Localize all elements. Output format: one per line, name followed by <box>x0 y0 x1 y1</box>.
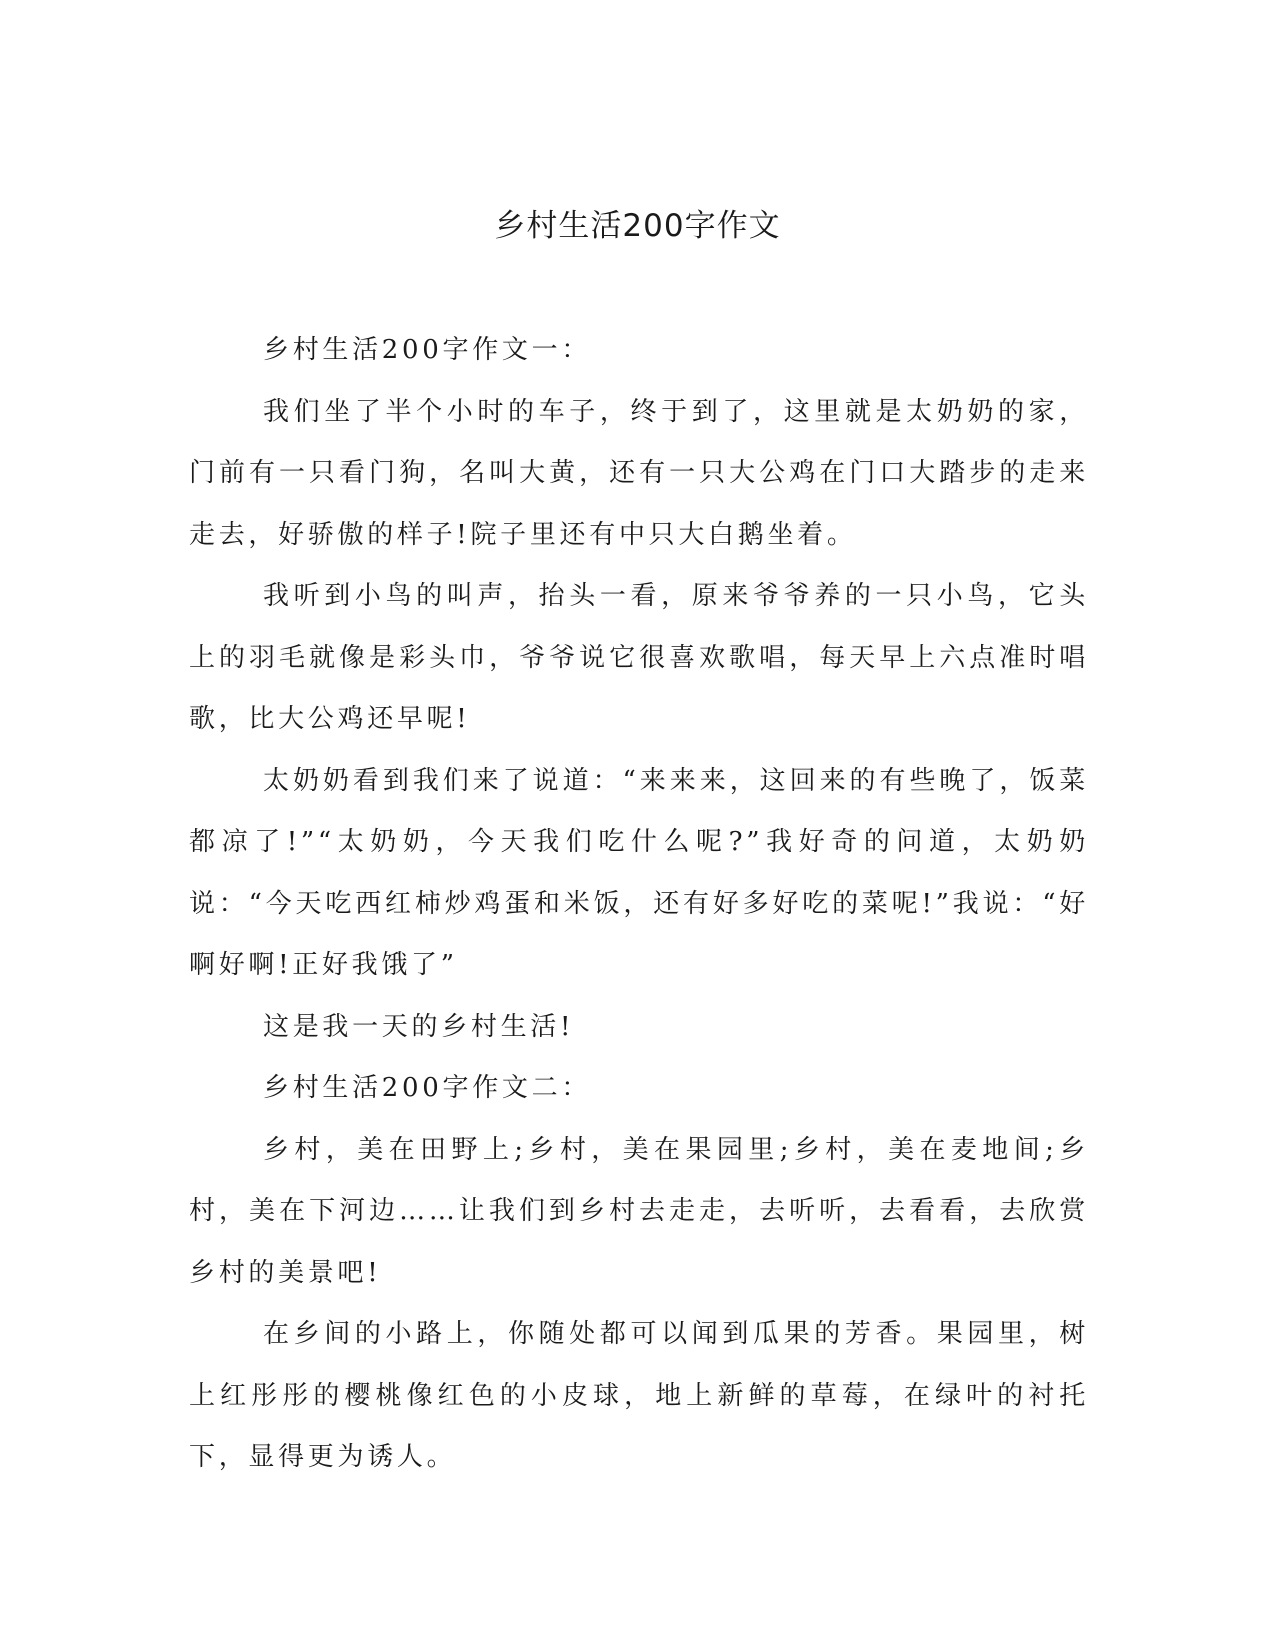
section-heading-two: 乡村生活200字作文二： <box>263 1073 592 1103</box>
body-paragraph: 太奶奶看到我们来了说道：“来来来，这回来的有些晚了，饭菜都凉了!”“太奶奶，今天我们吃什么呢?”我好奇的问道，太奶奶说：“今天吃西红柿炒鸡蛋和米饭，还有好多好吃的菜呢!”我说：“好啊好啊!正好我饿了” <box>189 765 1089 980</box>
body-paragraph: 在乡间的小路上，你随处都可以闻到瓜果的芳香。果园里，树上红彤彤的樱桃像红色的小皮球，地上新鲜的草莓，在绿叶的衬托下，显得更为诱人。 <box>189 1319 1089 1472</box>
body-paragraph: 这是我一天的乡村生活! <box>263 1011 575 1042</box>
document-body <box>189 320 1089 1489</box>
body-paragraph: 我听到小鸟的叫声，抬头一看，原来爷爷养的一只小鸟，它头上的羽毛就像是彩头巾，爷爷说它很喜欢歌唱，每天早上六点准时唱歌，比大公鸡还早呢! <box>189 581 1089 734</box>
body-paragraph: 我们坐了半个小时的车子，终于到了，这里就是太奶奶的家，门前有一只看门狗，名叫大黄，还有一只大公鸡在门口大踏步的走来走去，好骄傲的样子!院子里还有中只大白鹅坐着。 <box>189 396 1089 550</box>
body-paragraph: 乡村，美在田野上;乡村，美在果园里;乡村，美在麦地间;乡村，美在下河边……让我们到乡村去走走，去听听，去看看，去欣赏乡村的美景吧! <box>189 1134 1089 1288</box>
document-title: 乡村生活200字作文 <box>494 208 781 244</box>
section-heading-one: 乡村生活200字作文一： <box>263 335 592 365</box>
